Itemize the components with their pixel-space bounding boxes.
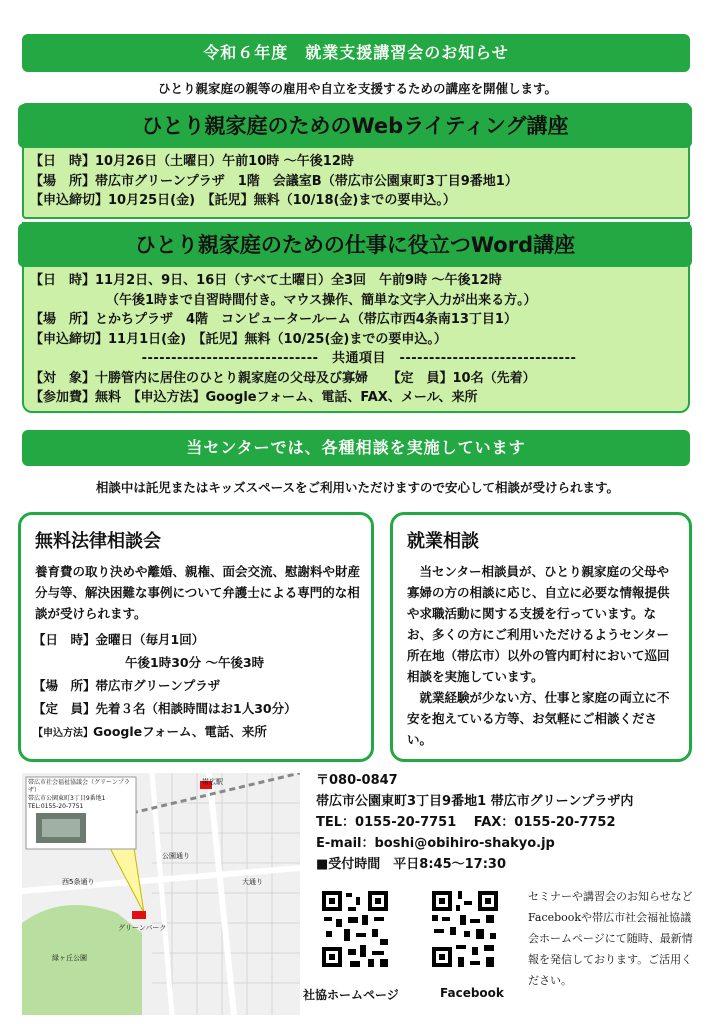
intro-text: ひとり親家庭の親等の雇用や自立を支援するための講座を開催します。 — [157, 81, 557, 96]
map-building-address: 帯広市公園東町3丁目9番地1 — [28, 795, 106, 802]
zip-code: 〒080-0847 — [316, 773, 398, 788]
map-station-label: 帯広駅 — [202, 778, 223, 786]
job-paragraph-1: 当センター相談員が、ひとり親家庭の父母や寡婦の方の相談に応じ、自立に必要な情報提供や求職活動に関する支援を行っています。なお、多くの方にご利用いただけるようセンター所在地（帯広市）以外の管内町村において巡回相談を実施しています。 — [407, 564, 670, 684]
course-web-place: 【場 所】帯広市グリーンプラザ 1階 会議室B（帯広市公園東町3丁目9番地1） — [30, 173, 518, 189]
qr-code-facebook-icon[interactable] — [430, 889, 500, 969]
job-title: 就業相談 — [407, 531, 479, 552]
location-marker — [132, 911, 146, 919]
course-web-deadline: 【申込締切】10月25日(金) 【託児】無料（10/18(金)までの要申込。） — [30, 193, 456, 208]
location-map — [22, 773, 300, 1015]
info-notice: セミナーや講習会のお知らせなどFacebookや帯広市社会福祉協議会ホームページにて随時、最新情報を発信しております。ご活用ください。 — [528, 890, 693, 987]
course-word-place: 【場 所】とかちプラザ 4階 コンピュータールーム（帯広市西4条南13丁目1） — [30, 312, 517, 327]
legal-time: 午後1時30分 ～午後3時 — [125, 655, 265, 670]
address: 帯広市公園東町3丁目9番地1 帯広市グリーンプラザ内 — [316, 794, 634, 809]
course-word — [22, 222, 690, 413]
map-building-label: 帯広市社会福祉協議会（グリーンプラザ） — [28, 779, 130, 794]
consultation-note: 相談中は託児またはキッズスペースをご利用いただけますので安心して相談が受けられます。 — [95, 480, 620, 495]
legal-method-label: 【申込方法】 — [33, 728, 93, 739]
course-word-deadline: 【申込締切】11月1日(金) 【託児】無料（10/25(金)までの要申込。） — [30, 331, 447, 347]
course-word-note: （午後1時まで自習時間付き。マウス操作、簡単な文字入力が出来る方。） — [106, 292, 537, 308]
legal-capacity: 先着３名（相談時間はお1人30分） — [95, 701, 297, 716]
course-word-datetime: 【日 時】11月2日、9日、16日（すべて土曜日）全3回 午前9時 ～午後12時 — [30, 273, 502, 288]
legal-capacity-label: 【定 員】 — [33, 701, 96, 716]
map-park-label: 緑ヶ丘公園 — [52, 954, 87, 962]
office-hours: ■受付時間 平日8:45～17:30 — [316, 857, 506, 872]
email[interactable]: E-mail：boshi@obihiro-shakyo.jp — [316, 836, 555, 851]
job-consultation-box — [390, 512, 692, 762]
map-green-label: グリーンパーク — [118, 924, 167, 932]
announcement-title: 令和６年度 就業支援講習会のお知らせ — [22, 34, 690, 72]
contact-info — [316, 770, 633, 875]
map-street-2: 西5条通り — [62, 878, 95, 886]
legal-title: 無料法律相談会 — [35, 531, 161, 552]
legal-place-label: 【場 所】 — [33, 678, 96, 693]
target-capacity: 【対 象】十勝管内に居住のひとり親家庭の父母及び寡婦 【定 員】10名（先着） — [30, 370, 536, 386]
legal-datetime: 金曜日（毎月1回） — [95, 632, 205, 647]
legal-place: 帯広市グリーンプラザ — [95, 678, 221, 693]
map-building-tel: TEL:0155-20-7751 — [28, 803, 84, 810]
job-paragraph-2: 就業経験が少ない方、仕事と家庭の両立に不安を抱えている方等、お気軽にご相談ください。 — [407, 690, 670, 747]
common-items-divider: ------------------------------ 共通項目 ------------------------------ — [141, 351, 577, 366]
qr-facebook-label: Facebook — [440, 986, 504, 1000]
legal-description: 養育費の取り決めや離婚、親権、面会交流、慰謝料や財産分与等、解決困難な事例について弁護士による専門的な相談が受けられます。 — [35, 564, 361, 621]
map-street-3: 公園通り — [162, 852, 190, 860]
legal-consultation-box — [18, 512, 374, 762]
legal-datetime-label: 【日 時】 — [33, 632, 96, 647]
tel-fax: TEL：0155-20-7751 FAX：0155-20-7752 — [316, 815, 616, 830]
course-web-datetime: 【日 時】10月26日（土曜日）午前10時 ～午後12時 — [30, 154, 354, 169]
course-web-writing — [22, 103, 690, 219]
fee-method: 【参加費】無料 【申込方法】Googleフォーム、電話、FAX、メール、来所 — [30, 390, 478, 405]
qr-code-homepage-icon[interactable] — [320, 889, 390, 969]
qr-homepage-label: 社協ホームページ — [303, 988, 399, 1002]
consultation-heading: 当センターでは、各種相談を実施しています — [22, 430, 690, 466]
map-street-1: 大通り — [242, 878, 263, 886]
course-word-title: ひとり親家庭のための仕事に役立つWord講座 — [18, 223, 692, 267]
course-web-writing-title: ひとり親家庭のためのWebライティング講座 — [18, 104, 692, 148]
legal-method: Googleフォーム、電話、来所 — [93, 724, 267, 739]
